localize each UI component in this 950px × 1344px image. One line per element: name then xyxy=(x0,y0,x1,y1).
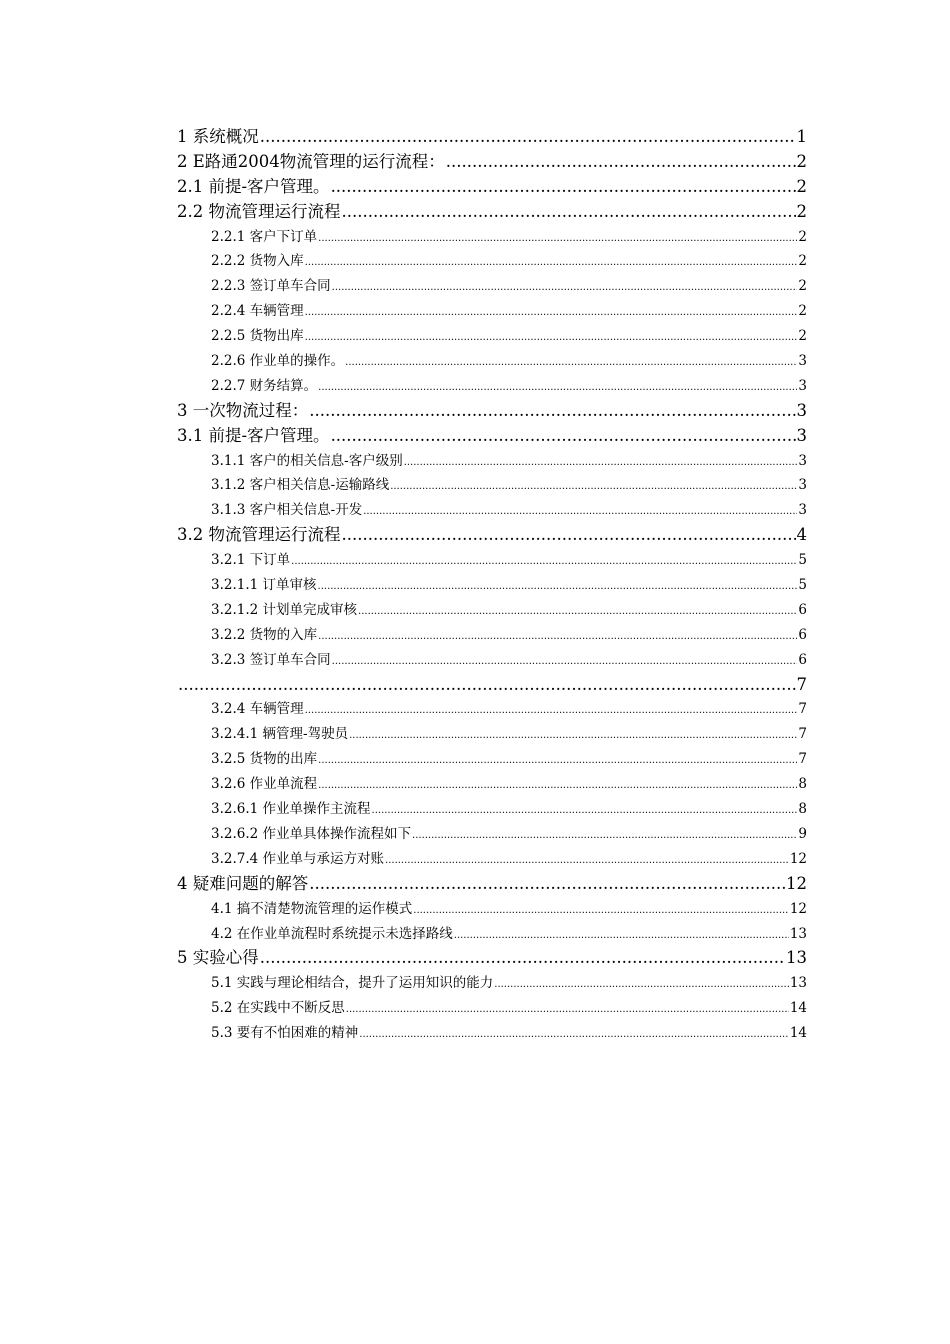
toc-entry-page-number: 3 xyxy=(798,477,807,494)
toc-entry-title: 4.1 搞不清楚物流管理的运作模式 xyxy=(211,900,413,917)
toc-entry[interactable] xyxy=(177,697,807,722)
toc-entry[interactable] xyxy=(177,747,807,772)
toc-entry-title: 3.2.6 作业单流程 xyxy=(211,776,318,793)
dot-leader xyxy=(318,623,797,650)
toc-entry[interactable] xyxy=(177,548,807,573)
dot-leader xyxy=(363,498,797,525)
toc-entry-title: 3.2.1 下订单 xyxy=(211,552,291,569)
toc-entry-title: 3.1 前提-客户管理。 xyxy=(177,425,330,445)
toc-entry-title: 5.3 要有不怕困难的精神 xyxy=(211,1025,359,1042)
toc-entry-page-number: 7 xyxy=(796,674,807,694)
toc-entry[interactable] xyxy=(177,299,807,324)
toc-entry-page-number: 3 xyxy=(798,353,807,370)
toc-entry-page-number: 2 xyxy=(798,278,807,295)
toc-entry-title: 3.2.2 货物的入库 xyxy=(211,626,318,643)
toc-entry-page-number: 6 xyxy=(798,651,807,668)
dot-leader xyxy=(309,872,785,897)
toc-entry[interactable] xyxy=(177,424,807,449)
dot-leader xyxy=(413,897,789,924)
toc-entry-page-number: 2 xyxy=(798,253,807,270)
toc-entry[interactable] xyxy=(177,200,807,225)
toc-entry-page-number: 3 xyxy=(798,452,807,469)
toc-entry-title: 5.2 在实践中不断反思 xyxy=(211,1000,345,1017)
toc-entry[interactable] xyxy=(177,847,807,872)
dot-leader xyxy=(346,996,789,1023)
toc-entry[interactable] xyxy=(177,822,807,847)
dot-leader xyxy=(291,548,797,575)
toc-entry[interactable] xyxy=(177,573,807,598)
toc-entry[interactable] xyxy=(177,1021,807,1046)
toc-entry-page-number: 2 xyxy=(796,176,807,196)
toc-entry-page-number: 1 xyxy=(796,127,807,146)
toc-entry-title: 2.2.2 货物入库 xyxy=(211,253,304,270)
toc-entry-page-number: 7 xyxy=(798,751,807,768)
toc-entry-title: 3.2.5 货物的出库 xyxy=(211,751,318,768)
dot-leader xyxy=(318,772,797,799)
dot-leader xyxy=(305,299,798,326)
toc-entry-title: 2.2.4 车辆管理 xyxy=(211,303,304,320)
toc-entry[interactable] xyxy=(177,598,807,623)
toc-entry[interactable] xyxy=(177,946,807,971)
toc-entry-title: 4 疑难问题的解答 xyxy=(177,873,309,893)
toc-entry[interactable] xyxy=(177,449,807,474)
toc-entry[interactable] xyxy=(177,249,807,274)
toc-entry[interactable] xyxy=(177,274,807,299)
toc-entry-title: 3.2.4 车辆管理 xyxy=(211,701,304,718)
dot-leader xyxy=(260,125,796,150)
toc-entry-title: 2.1 前提-客户管理。 xyxy=(177,176,330,196)
toc-entry-title: 4.2 在作业单流程时系统提示未选择路线 xyxy=(211,925,453,942)
toc-entry-page-number: 12 xyxy=(789,900,807,917)
dot-leader xyxy=(446,150,796,175)
toc-entry-title: 2.2 物流管理运行流程 xyxy=(177,201,341,221)
toc-entry[interactable] xyxy=(177,175,807,200)
toc-entry[interactable] xyxy=(177,349,807,374)
toc-entry-page-number: 5 xyxy=(798,577,807,594)
toc-entry-title: 2.2.6 作业单的操作。 xyxy=(211,353,345,370)
toc-entry-page-number: 2 xyxy=(796,201,807,221)
dot-leader xyxy=(305,249,798,276)
toc-entry-page-number: 3 xyxy=(796,400,807,420)
toc-entry-title: 3.1.3 客户相关信息-开发 xyxy=(211,502,363,519)
toc-entry[interactable] xyxy=(177,150,807,175)
toc-entry-title: 3.2.1.1 订单审核 xyxy=(211,577,317,594)
toc-entry-page-number: 7 xyxy=(798,701,807,718)
toc-entry-page-number: 3 xyxy=(798,377,807,394)
dot-leader xyxy=(494,971,789,998)
toc-entry-page-number: 13 xyxy=(786,948,807,968)
toc-entry-title: 2.2.3 签订单车合同 xyxy=(211,278,331,295)
toc-entry[interactable] xyxy=(177,399,807,424)
toc-entry[interactable] xyxy=(177,498,807,523)
toc-entry-page-number: 6 xyxy=(798,626,807,643)
dot-leader xyxy=(412,822,797,849)
toc-entry[interactable] xyxy=(177,772,807,797)
toc-entry-page-number: 6 xyxy=(798,601,807,618)
toc-entry[interactable] xyxy=(177,897,807,922)
toc-entry-page-number: 3 xyxy=(796,425,807,445)
dot-leader xyxy=(309,399,795,424)
dot-leader xyxy=(331,424,796,449)
dot-leader xyxy=(342,200,796,225)
toc-entry-page-number: 4 xyxy=(796,525,807,545)
dot-leader xyxy=(454,922,789,949)
toc-entry-title: 2.2.7 财务结算。 xyxy=(211,377,318,394)
toc-entry-page-number: 2 xyxy=(798,303,807,320)
toc-entry-page-number: 12 xyxy=(789,850,807,867)
dot-leader xyxy=(332,274,798,301)
toc-entry-page-number: 12 xyxy=(786,873,807,893)
toc-entry-title: 3 一次物流过程： xyxy=(177,400,309,420)
dot-leader xyxy=(342,523,796,548)
toc-entry-page-number: 14 xyxy=(789,1025,807,1042)
dot-leader xyxy=(390,473,797,500)
toc-entry-title: 3.2.1.2 计划单完成审核 xyxy=(211,601,358,618)
dot-leader xyxy=(260,946,785,971)
dot-leader xyxy=(385,847,789,874)
dot-leader xyxy=(178,673,796,698)
toc-entry[interactable] xyxy=(177,225,807,250)
toc-entry-title: 3.1.2 客户相关信息-运输路线 xyxy=(211,477,390,494)
dot-leader xyxy=(318,747,797,774)
toc-entry[interactable] xyxy=(177,324,807,349)
toc-entry[interactable] xyxy=(177,673,807,698)
toc-entry[interactable] xyxy=(177,523,807,548)
toc-entry-page-number: 13 xyxy=(789,975,807,992)
dot-leader xyxy=(305,697,798,724)
toc-entry-title: 3.2.3 签订单车合同 xyxy=(211,651,331,668)
toc-entry-title: 5.1 实践与理论相结合，提升了运用知识的能力 xyxy=(211,975,494,992)
toc-entry[interactable] xyxy=(177,996,807,1021)
toc-entry-title: 3.2.6.1 作业单操作主流程 xyxy=(211,801,371,818)
table-of-contents xyxy=(177,125,807,1046)
toc-entry-page-number: 9 xyxy=(798,825,807,842)
dot-leader xyxy=(331,175,796,200)
dot-leader xyxy=(358,598,797,625)
toc-entry-title: 3.2.7.4 作业单与承运方对账 xyxy=(211,850,385,867)
toc-entry[interactable] xyxy=(177,722,807,747)
dot-leader xyxy=(359,1021,789,1048)
toc-entry-page-number: 8 xyxy=(798,801,807,818)
toc-entry-title: 3.2 物流管理运行流程 xyxy=(177,525,341,545)
toc-entry-page-number: 8 xyxy=(798,776,807,793)
toc-entry-title: 2.2.5 货物出库 xyxy=(211,328,304,345)
toc-entry-page-number: 5 xyxy=(798,552,807,569)
toc-entry[interactable] xyxy=(177,648,807,673)
toc-entry-title: 2.2.1 客户下订单 xyxy=(211,228,318,245)
toc-entry-page-number: 13 xyxy=(789,925,807,942)
toc-entry[interactable] xyxy=(177,623,807,648)
toc-entry[interactable] xyxy=(177,872,807,897)
toc-entry[interactable] xyxy=(177,125,807,150)
toc-entry-title: 1 系统概况 xyxy=(177,127,259,146)
dot-leader xyxy=(404,449,798,476)
toc-entry[interactable] xyxy=(177,971,807,996)
dot-leader xyxy=(332,648,798,675)
dot-leader xyxy=(318,573,798,600)
dot-leader xyxy=(305,324,798,351)
dot-leader xyxy=(318,225,797,252)
toc-entry-page-number: 14 xyxy=(789,1000,807,1017)
toc-entry[interactable] xyxy=(177,797,807,822)
toc-entry[interactable] xyxy=(177,922,807,947)
toc-entry-page-number: 7 xyxy=(798,726,807,743)
toc-entry[interactable] xyxy=(177,473,807,498)
toc-entry-title: 5 实验心得 xyxy=(177,948,259,968)
toc-entry-title: 3.2.6.2 作业单具体操作流程如下 xyxy=(211,825,412,842)
toc-entry-page-number: 2 xyxy=(798,228,807,245)
toc-entry-title: 3.2.4.1 辆管理-驾驶员 xyxy=(211,726,349,743)
dot-leader xyxy=(372,797,798,824)
dot-leader xyxy=(345,349,797,376)
dot-leader xyxy=(349,722,797,749)
toc-entry[interactable] xyxy=(177,374,807,399)
toc-entry-page-number: 3 xyxy=(798,502,807,519)
toc-entry-page-number: 2 xyxy=(798,328,807,345)
toc-entry-title: 3.1.1 客户的相关信息-客户级别 xyxy=(211,452,403,469)
toc-entry-title: 2 E路通2004物流管理的运行流程： xyxy=(177,151,445,171)
toc-entry-page-number: 2 xyxy=(796,151,807,171)
dot-leader xyxy=(318,374,797,401)
